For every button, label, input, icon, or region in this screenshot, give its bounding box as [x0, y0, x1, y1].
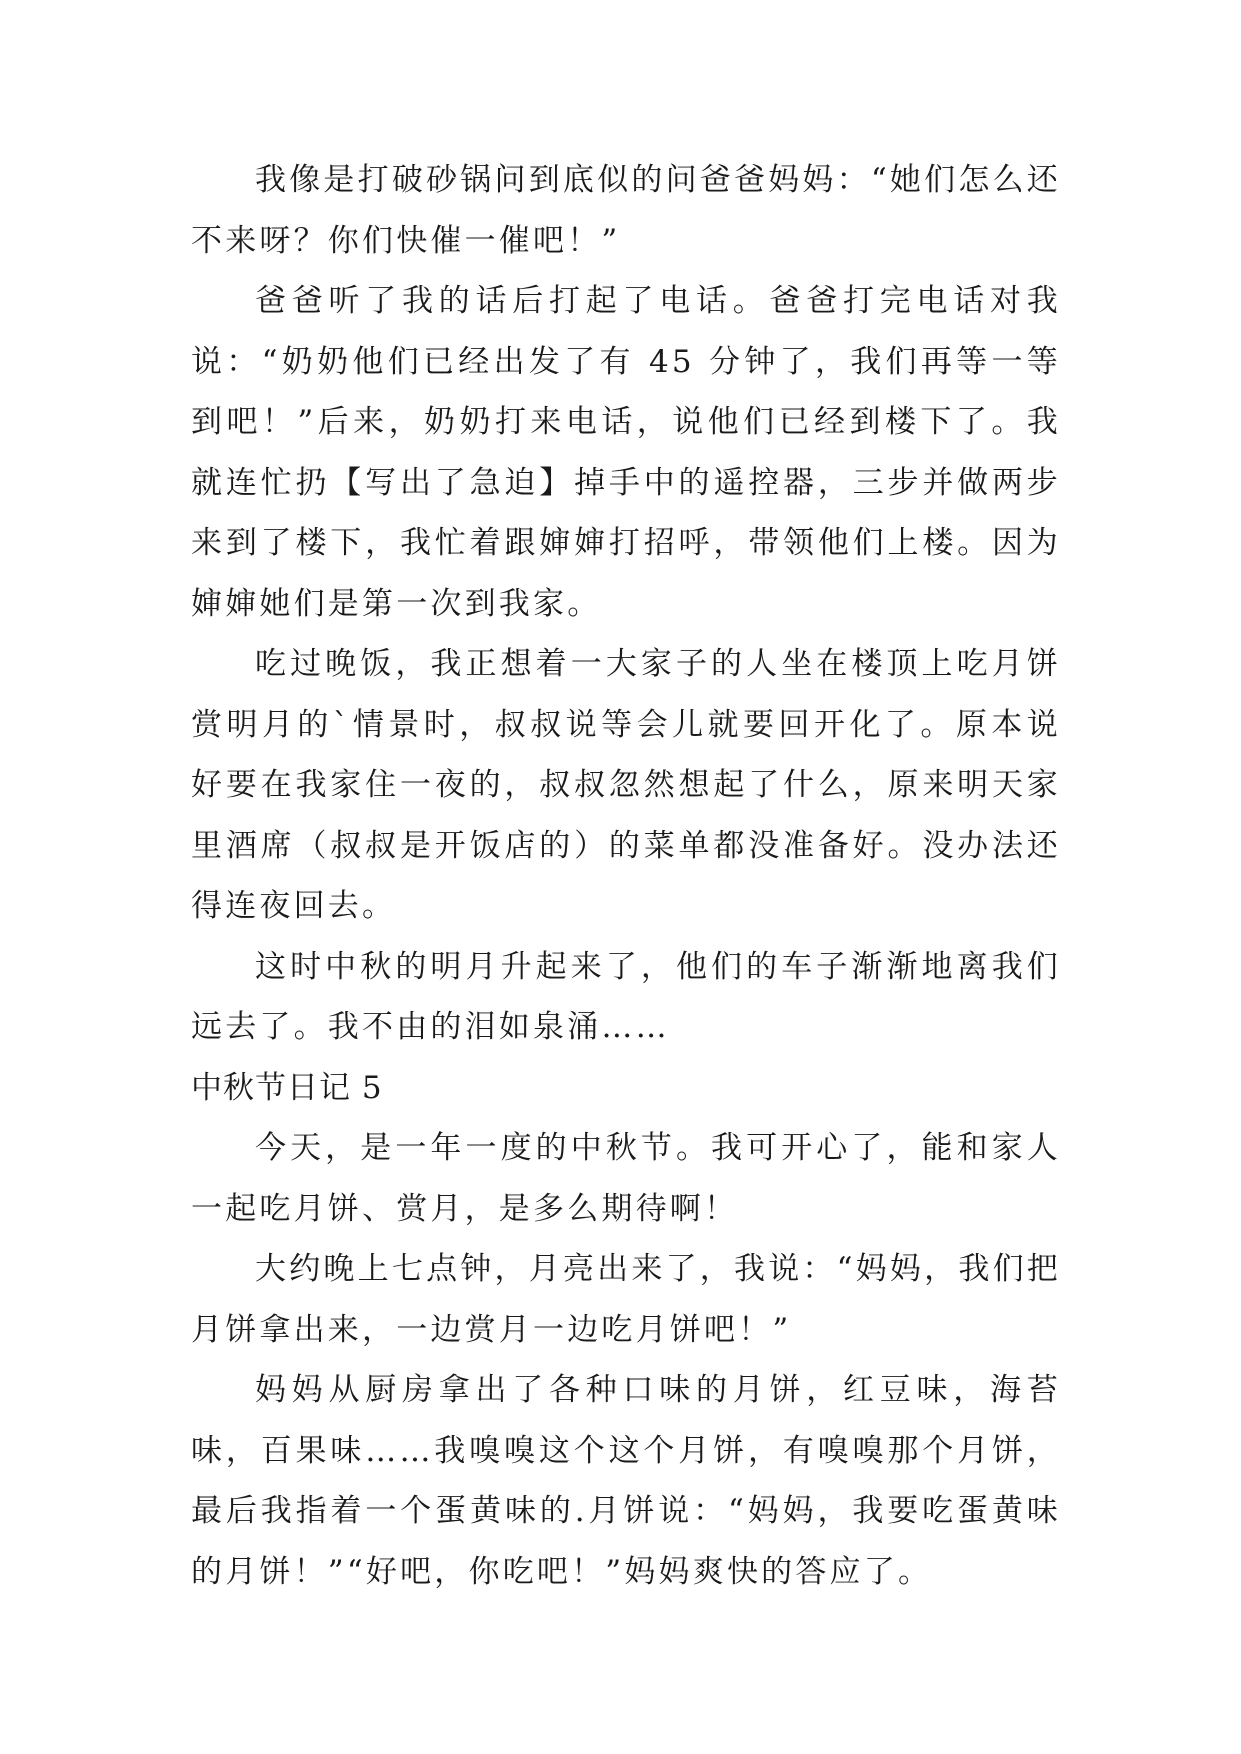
paragraph-moon-rising: 这时中秋的明月升起来了，他们的车子渐渐地离我们远去了。我不由的泪如泉涌……	[191, 948, 1061, 1045]
paragraph-after-dinner: 吃过晚饭，我正想着一大家子的人坐在楼顶上吃月饼赏明月的`情景时，叔叔说等会儿就要回开化了。原本说好要在我家住一夜的，叔叔忽然想起了什么，原来明天家里酒席（叔叔是开饭店的）的菜单都没准备好。没办法还得连夜回去。	[191, 646, 1061, 924]
paragraph-phone-call: 爸爸听了我的话后打起了电话。爸爸打完电话对我说：“奶奶他们已经出发了有 45 分钟了，我们再等一等到吧！”后来，奶奶打来电话，说他们已经到楼下了。我就连忙扔【写出了急迫】掉手中的遥控器，三步并做两步来到了楼下，我忙着跟婶婶打招呼，带领他们上楼。因为婶婶她们是第一次到我家。	[191, 283, 1061, 622]
section-title: 中秋节日记 5	[191, 1069, 383, 1106]
paragraph-mid-autumn-day: 今天，是一年一度的中秋节。我可开心了，能和家人一起吃月饼、赏月，是多么期待啊！	[191, 1130, 1061, 1227]
paragraph-mooncake-flavors: 妈妈从厨房拿出了各种口味的月饼，红豆味，海苔味，百果味……我嗅嗅这个这个月饼，有嗅嗅那个月饼，最后我指着一个蛋黄味的.月饼说：“妈妈，我要吃蛋黄味的月饼！”“好吧，你吃吧！”妈妈爽快的答应了。	[191, 1372, 1061, 1590]
paragraph-seven-oclock: 大约晚上七点钟，月亮出来了，我说：“妈妈，我们把月饼拿出来，一边赏月一边吃月饼吧！”	[191, 1251, 1061, 1348]
document-body	[191, 150, 1061, 1602]
paragraph-questioning-parents: 我像是打破砂锅问到底似的问爸爸妈妈：“她们怎么还不来呀？你们快催一催吧！”	[191, 162, 1061, 259]
